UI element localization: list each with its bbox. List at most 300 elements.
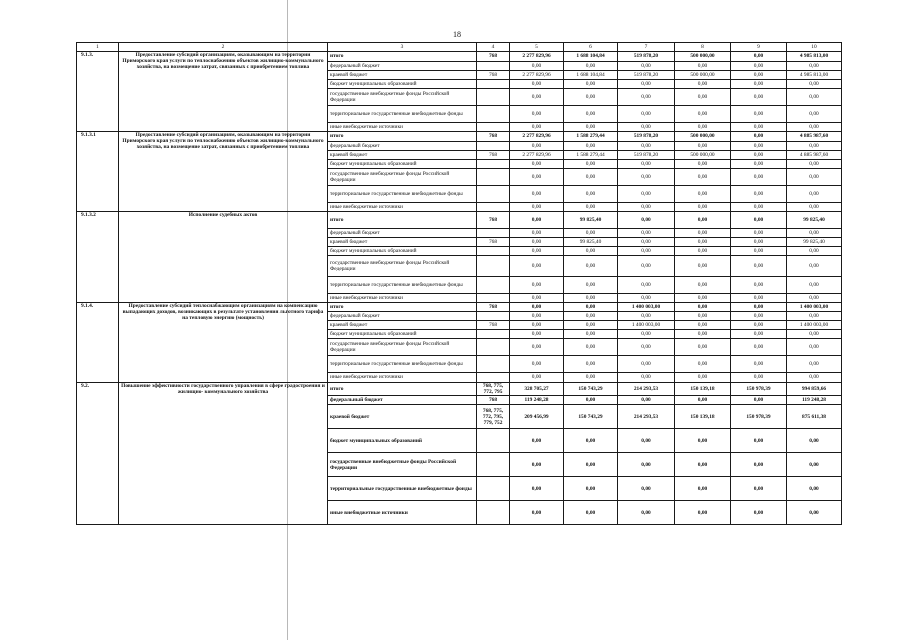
amount-cell: 2 277 829,96: [510, 151, 564, 160]
amount-cell: 0,00: [564, 429, 618, 453]
col-header: 4: [477, 43, 510, 52]
amount-cell: 0,00: [618, 142, 675, 151]
amount-cell: 209 456,99: [510, 405, 564, 429]
funding-source: федеральный бюджет: [328, 142, 477, 151]
column-number-row: [77, 43, 842, 52]
amount-cell: 0,00: [675, 89, 731, 106]
amount-cell: 99 825,40: [787, 238, 842, 247]
section-code: 9.1.3.: [77, 52, 119, 132]
amount-cell: 0,00: [731, 247, 787, 256]
funding-source: государственные внебюджетные фонды Российской Федерации: [328, 339, 477, 356]
amount-cell: 0,00: [618, 477, 675, 501]
amount-cell: 0,00: [787, 277, 842, 294]
grbs-code: [477, 186, 510, 203]
amount-cell: 0,00: [510, 339, 564, 356]
amount-cell: 0,00: [618, 312, 675, 321]
amount-cell: 0,00: [510, 356, 564, 373]
funding-source: государственные внебюджетные фонды Российской Федерации: [328, 169, 477, 186]
amount-cell: 1 688 104,84: [564, 52, 618, 62]
amount-cell: 0,00: [618, 277, 675, 294]
funding-source: иные внебюджетные источники: [328, 294, 477, 303]
amount-cell: 0,00: [510, 62, 564, 71]
amount-cell: 0,00: [731, 106, 787, 123]
amount-cell: 119 248,28: [510, 396, 564, 405]
amount-cell: 0,00: [510, 169, 564, 186]
amount-cell: 150 139,18: [675, 383, 731, 396]
budget-table: [76, 42, 842, 525]
amount-cell: 0,00: [675, 373, 731, 383]
amount-cell: 0,00: [618, 247, 675, 256]
amount-cell: 0,00: [510, 247, 564, 256]
amount-cell: 0,00: [618, 229, 675, 238]
amount-cell: 0,00: [731, 238, 787, 247]
amount-cell: 0,00: [564, 373, 618, 383]
amount-cell: 0,00: [618, 501, 675, 525]
amount-cell: 0,00: [564, 160, 618, 169]
grbs-code: 768: [477, 238, 510, 247]
grbs-code: [477, 330, 510, 339]
amount-cell: 0,00: [731, 396, 787, 405]
amount-cell: 519 878,20: [618, 71, 675, 80]
amount-cell: 1 400 003,00: [787, 321, 842, 330]
amount-cell: 0,00: [731, 80, 787, 89]
amount-cell: 0,00: [731, 303, 787, 312]
amount-cell: 0,00: [564, 501, 618, 525]
amount-cell: 99 825,40: [564, 238, 618, 247]
col-header: 2: [119, 43, 328, 52]
amount-cell: 0,00: [510, 203, 564, 212]
funding-source: бюджет муниципальных образований: [328, 247, 477, 256]
amount-cell: 0,00: [675, 294, 731, 303]
amount-cell: 1 688 104,84: [564, 71, 618, 80]
table-row: [77, 303, 842, 312]
amount-cell: 0,00: [731, 142, 787, 151]
grbs-code: 768: [477, 151, 510, 160]
amount-cell: 500 000,00: [675, 71, 731, 80]
amount-cell: 0,00: [564, 356, 618, 373]
amount-cell: 214 293,53: [618, 405, 675, 429]
section-title: Исполнение судебных актов: [119, 212, 328, 303]
amount-cell: 1 400 003,00: [618, 321, 675, 330]
grbs-code: [477, 169, 510, 186]
amount-cell: 0,00: [618, 356, 675, 373]
amount-cell: 0,00: [510, 256, 564, 277]
grbs-code: 768, 775, 772, 795: [477, 383, 510, 396]
grbs-code: [477, 123, 510, 132]
section-code: 9.1.3.1: [77, 132, 119, 212]
funding-source: территориальные государственные внебюджетные фонды: [328, 356, 477, 373]
amount-cell: 0,00: [510, 229, 564, 238]
amount-cell: 0,00: [510, 142, 564, 151]
funding-source: федеральный бюджет: [328, 396, 477, 405]
amount-cell: 99 825,40: [787, 212, 842, 229]
amount-cell: 994 859,66: [787, 383, 842, 396]
amount-cell: 0,00: [675, 429, 731, 453]
amount-cell: 0,00: [731, 212, 787, 229]
amount-cell: 0,00: [731, 62, 787, 71]
amount-cell: 0,00: [787, 294, 842, 303]
amount-cell: 0,00: [675, 142, 731, 151]
amount-cell: 0,00: [564, 203, 618, 212]
amount-cell: 0,00: [564, 330, 618, 339]
amount-cell: 1 400 003,00: [618, 303, 675, 312]
grbs-code: 768, 775, 772, 795, 779, 752: [477, 405, 510, 429]
amount-cell: 0,00: [510, 321, 564, 330]
amount-cell: 0,00: [510, 80, 564, 89]
table-row: [77, 52, 842, 62]
amount-cell: 0,00: [510, 160, 564, 169]
section-title: Предоставление субсидий теплоснабжающим организациям на компенсацию выпадающих доходов, возникающих в результате установления льготного тарифа на тепловую энергию (мощность): [119, 303, 328, 383]
amount-cell: 0,00: [787, 80, 842, 89]
amount-cell: 500 000,00: [675, 52, 731, 62]
amount-cell: 0,00: [731, 132, 787, 142]
funding-source: иные внебюджетные источники: [328, 203, 477, 212]
grbs-code: 768: [477, 71, 510, 80]
funding-source: краевой бюджет: [328, 405, 477, 429]
section-title: Повышение эффективности государственного управления в сфере градостроения и жилищно- коммунального хозяйства: [119, 383, 328, 525]
amount-cell: 0,00: [564, 339, 618, 356]
funding-source: итого: [328, 132, 477, 142]
amount-cell: 0,00: [787, 123, 842, 132]
amount-cell: 500 000,00: [675, 132, 731, 142]
amount-cell: 0,00: [564, 477, 618, 501]
amount-cell: 0,00: [564, 453, 618, 477]
amount-cell: 0,00: [618, 123, 675, 132]
col-header: 5: [510, 43, 564, 52]
amount-cell: 214 293,53: [618, 383, 675, 396]
amount-cell: 0,00: [564, 186, 618, 203]
amount-cell: 1 400 003,00: [787, 303, 842, 312]
amount-cell: 0,00: [618, 80, 675, 89]
amount-cell: 0,00: [731, 339, 787, 356]
funding-source: федеральный бюджет: [328, 312, 477, 321]
amount-cell: 0,00: [675, 453, 731, 477]
amount-cell: 4 985 813,00: [787, 52, 842, 62]
grbs-code: [477, 247, 510, 256]
amount-cell: 0,00: [787, 312, 842, 321]
amount-cell: 0,00: [510, 294, 564, 303]
grbs-code: [477, 229, 510, 238]
amount-cell: 0,00: [564, 396, 618, 405]
funding-source: краевой бюджет: [328, 151, 477, 160]
grbs-code: [477, 312, 510, 321]
funding-source: бюджет муниципальных образований: [328, 160, 477, 169]
funding-source: территориальные государственные внебюджетные фонды: [328, 277, 477, 294]
funding-source: территориальные государственные внебюджетные фонды: [328, 477, 477, 501]
amount-cell: 0,00: [731, 229, 787, 238]
amount-cell: 328 705,27: [510, 383, 564, 396]
amount-cell: 0,00: [675, 247, 731, 256]
amount-cell: 0,00: [675, 169, 731, 186]
grbs-code: [477, 429, 510, 453]
table-row: [77, 383, 842, 396]
section-code: 9.1.4.: [77, 303, 119, 383]
amount-cell: 0,00: [787, 330, 842, 339]
amount-cell: 0,00: [787, 373, 842, 383]
amount-cell: 0,00: [564, 169, 618, 186]
amount-cell: 4 885 987,60: [787, 132, 842, 142]
amount-cell: 0,00: [675, 477, 731, 501]
amount-cell: 2 277 829,96: [510, 71, 564, 80]
amount-cell: 500 000,00: [675, 151, 731, 160]
funding-source: краевой бюджет: [328, 238, 477, 247]
amount-cell: 1 588 279,44: [564, 151, 618, 160]
amount-cell: 0,00: [787, 186, 842, 203]
amount-cell: 150 978,39: [731, 383, 787, 396]
amount-cell: 4 885 987,60: [787, 151, 842, 160]
amount-cell: 0,00: [731, 356, 787, 373]
amount-cell: 0,00: [731, 312, 787, 321]
amount-cell: 0,00: [731, 160, 787, 169]
amount-cell: 0,00: [731, 330, 787, 339]
amount-cell: 0,00: [618, 373, 675, 383]
amount-cell: 0,00: [675, 339, 731, 356]
amount-cell: 1 588 279,44: [564, 132, 618, 142]
amount-cell: 0,00: [564, 277, 618, 294]
col-header: 7: [618, 43, 675, 52]
amount-cell: 0,00: [618, 106, 675, 123]
amount-cell: 0,00: [510, 373, 564, 383]
amount-cell: 0,00: [510, 106, 564, 123]
amount-cell: 0,00: [675, 303, 731, 312]
amount-cell: 0,00: [787, 169, 842, 186]
amount-cell: 0,00: [510, 429, 564, 453]
grbs-code: [477, 203, 510, 212]
amount-cell: 0,00: [675, 330, 731, 339]
amount-cell: 4 985 813,00: [787, 71, 842, 80]
amount-cell: 0,00: [618, 212, 675, 229]
amount-cell: 0,00: [510, 477, 564, 501]
funding-source: краевой бюджет: [328, 321, 477, 330]
amount-cell: 0,00: [618, 396, 675, 405]
amount-cell: 119 248,28: [787, 396, 842, 405]
funding-source: территориальные государственные внебюджетные фонды: [328, 186, 477, 203]
grbs-code: [477, 160, 510, 169]
amount-cell: 0,00: [510, 89, 564, 106]
page-number: 18: [453, 30, 461, 39]
amount-cell: 0,00: [787, 453, 842, 477]
amount-cell: 0,00: [564, 142, 618, 151]
grbs-code: [477, 356, 510, 373]
funding-source: государственные внебюджетные фонды Российской Федерации: [328, 453, 477, 477]
amount-cell: 0,00: [510, 501, 564, 525]
amount-cell: 0,00: [675, 312, 731, 321]
grbs-code: 768: [477, 52, 510, 62]
amount-cell: 0,00: [675, 123, 731, 132]
amount-cell: 0,00: [564, 106, 618, 123]
amount-cell: 0,00: [510, 330, 564, 339]
amount-cell: 0,00: [510, 277, 564, 294]
amount-cell: 0,00: [731, 52, 787, 62]
funding-source: иные внебюджетные источники: [328, 501, 477, 525]
amount-cell: 519 878,20: [618, 151, 675, 160]
amount-cell: 0,00: [618, 203, 675, 212]
amount-cell: 0,00: [731, 186, 787, 203]
amount-cell: 0,00: [675, 321, 731, 330]
amount-cell: 0,00: [675, 256, 731, 277]
amount-cell: 0,00: [564, 123, 618, 132]
funding-source: бюджет муниципальных образований: [328, 80, 477, 89]
funding-source: федеральный бюджет: [328, 62, 477, 71]
amount-cell: 0,00: [618, 186, 675, 203]
amount-cell: 0,00: [787, 356, 842, 373]
grbs-code: [477, 453, 510, 477]
amount-cell: 0,00: [618, 238, 675, 247]
amount-cell: 0,00: [731, 71, 787, 80]
amount-cell: 0,00: [731, 256, 787, 277]
amount-cell: 0,00: [510, 238, 564, 247]
amount-cell: 2 277 829,96: [510, 132, 564, 142]
section-code: 9.1.3.2: [77, 212, 119, 303]
amount-cell: 0,00: [564, 303, 618, 312]
section-title: Предоставление субсидий организациям, оказывающим на территории Приморского края услуги по теплоснабжению объектов жилищно-коммунального хозяйства, на возмещение затрат, связанных с приобретением топлива: [119, 132, 328, 212]
amount-cell: 0,00: [787, 429, 842, 453]
amount-cell: 0,00: [787, 142, 842, 151]
amount-cell: 0,00: [675, 229, 731, 238]
amount-cell: 0,00: [787, 256, 842, 277]
amount-cell: 0,00: [787, 477, 842, 501]
amount-cell: 0,00: [618, 62, 675, 71]
amount-cell: 0,00: [731, 477, 787, 501]
grbs-code: [477, 294, 510, 303]
amount-cell: 0,00: [564, 321, 618, 330]
amount-cell: 0,00: [731, 453, 787, 477]
grbs-code: 768: [477, 212, 510, 229]
amount-cell: 0,00: [618, 429, 675, 453]
grbs-code: 768: [477, 132, 510, 142]
amount-cell: 0,00: [675, 80, 731, 89]
amount-cell: 0,00: [731, 277, 787, 294]
amount-cell: 0,00: [787, 62, 842, 71]
amount-cell: 0,00: [787, 203, 842, 212]
amount-cell: 0,00: [564, 229, 618, 238]
amount-cell: 0,00: [675, 62, 731, 71]
amount-cell: 0,00: [731, 89, 787, 106]
amount-cell: 0,00: [731, 151, 787, 160]
amount-cell: 0,00: [787, 89, 842, 106]
amount-cell: 519 878,20: [618, 52, 675, 62]
amount-cell: 150 743,29: [564, 405, 618, 429]
funding-source: государственные внебюджетные фонды Российской Федерации: [328, 256, 477, 277]
amount-cell: 0,00: [675, 160, 731, 169]
funding-source: итого: [328, 303, 477, 312]
grbs-code: [477, 277, 510, 294]
grbs-code: [477, 339, 510, 356]
grbs-code: 768: [477, 396, 510, 405]
amount-cell: 150 139,18: [675, 405, 731, 429]
amount-cell: 0,00: [618, 330, 675, 339]
amount-cell: 0,00: [675, 186, 731, 203]
amount-cell: 0,00: [675, 238, 731, 247]
amount-cell: 0,00: [618, 339, 675, 356]
amount-cell: 0,00: [787, 160, 842, 169]
amount-cell: 0,00: [787, 247, 842, 256]
amount-cell: 0,00: [564, 89, 618, 106]
grbs-code: [477, 373, 510, 383]
col-header: 8: [675, 43, 731, 52]
amount-cell: 0,00: [618, 160, 675, 169]
amount-cell: 0,00: [731, 429, 787, 453]
amount-cell: 0,00: [787, 229, 842, 238]
grbs-code: [477, 80, 510, 89]
amount-cell: 0,00: [618, 89, 675, 106]
amount-cell: 0,00: [731, 373, 787, 383]
amount-cell: 0,00: [731, 203, 787, 212]
col-header: 1: [77, 43, 119, 52]
funding-source: краевой бюджет: [328, 71, 477, 80]
amount-cell: 99 825,40: [564, 212, 618, 229]
amount-cell: 0,00: [787, 501, 842, 525]
grbs-code: [477, 106, 510, 123]
funding-source: итого: [328, 383, 477, 396]
grbs-code: [477, 142, 510, 151]
funding-source: итого: [328, 52, 477, 62]
funding-source: бюджет муниципальных образований: [328, 330, 477, 339]
amount-cell: 0,00: [510, 186, 564, 203]
amount-cell: 0,00: [564, 62, 618, 71]
col-header: 10: [787, 43, 842, 52]
amount-cell: 0,00: [675, 396, 731, 405]
amount-cell: 0,00: [787, 106, 842, 123]
amount-cell: 519 878,20: [618, 132, 675, 142]
section-code: 9.2.: [77, 383, 119, 525]
amount-cell: 0,00: [675, 501, 731, 525]
amount-cell: 0,00: [731, 501, 787, 525]
funding-source: бюджет муниципальных образований: [328, 429, 477, 453]
col-header: 3: [328, 43, 477, 52]
amount-cell: 150 978,39: [731, 405, 787, 429]
amount-cell: 0,00: [618, 453, 675, 477]
grbs-code: [477, 477, 510, 501]
grbs-code: 768: [477, 303, 510, 312]
amount-cell: 0,00: [675, 212, 731, 229]
amount-cell: 0,00: [731, 169, 787, 186]
table-row: [77, 212, 842, 229]
amount-cell: 0,00: [675, 356, 731, 373]
amount-cell: 150 743,29: [564, 383, 618, 396]
amount-cell: 2 277 829,96: [510, 52, 564, 62]
grbs-code: [477, 256, 510, 277]
amount-cell: 0,00: [564, 256, 618, 277]
section-title: Предоставление субсидий организациям, оказывающим на территории Приморского края услуги по теплоснабжению объектов жилищно-коммунального хозяйства, на возмещение затрат, связанных с приобретением топлива: [119, 52, 328, 132]
amount-cell: 875 611,38: [787, 405, 842, 429]
amount-cell: 0,00: [564, 312, 618, 321]
col-header: 6: [564, 43, 618, 52]
grbs-code: [477, 62, 510, 71]
funding-source: иные внебюджетные источники: [328, 123, 477, 132]
amount-cell: 0,00: [510, 312, 564, 321]
amount-cell: 0,00: [731, 123, 787, 132]
amount-cell: 0,00: [564, 247, 618, 256]
amount-cell: 0,00: [618, 169, 675, 186]
grbs-code: [477, 501, 510, 525]
amount-cell: 0,00: [510, 212, 564, 229]
amount-cell: 0,00: [510, 123, 564, 132]
funding-source: федеральный бюджет: [328, 229, 477, 238]
amount-cell: 0,00: [618, 294, 675, 303]
table-row: [77, 132, 842, 142]
amount-cell: 0,00: [787, 339, 842, 356]
funding-source: территориальные государственные внебюджетные фонды: [328, 106, 477, 123]
amount-cell: 0,00: [675, 203, 731, 212]
amount-cell: 0,00: [564, 80, 618, 89]
amount-cell: 0,00: [510, 303, 564, 312]
grbs-code: [477, 89, 510, 106]
amount-cell: 0,00: [731, 294, 787, 303]
amount-cell: 0,00: [618, 256, 675, 277]
col-header: 9: [731, 43, 787, 52]
amount-cell: 0,00: [510, 453, 564, 477]
